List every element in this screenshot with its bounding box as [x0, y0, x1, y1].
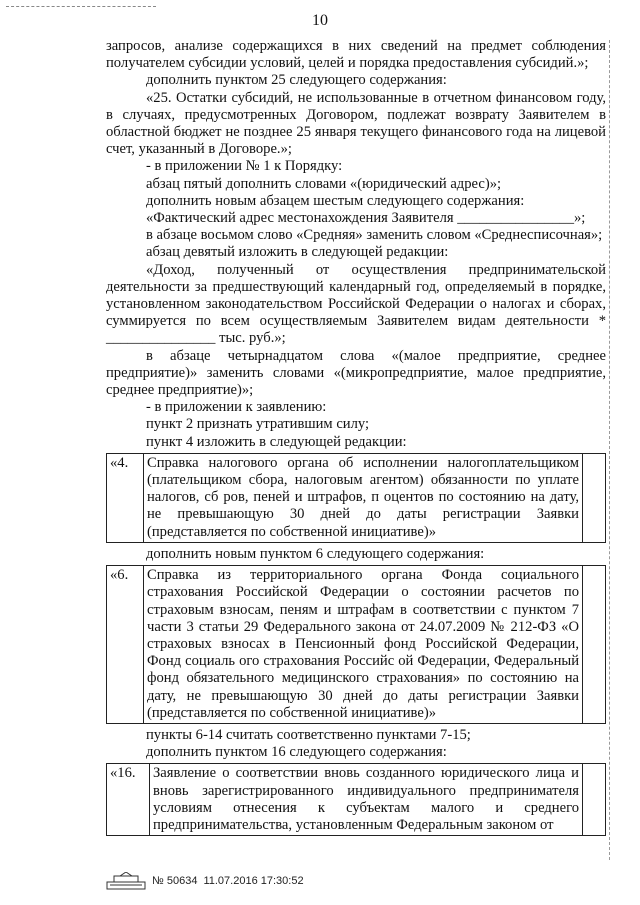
paragraph-actual-address: «Фактический адрес местонахождения Заявителя ________________»; — [146, 210, 586, 227]
paragraph-sixth-new: дополнить новым абзацем шестым следующего содержания: — [146, 192, 525, 209]
item-number: «6. — [107, 566, 144, 724]
table-row — [107, 453, 606, 542]
item-number: «4. — [107, 453, 144, 542]
paragraph-item-16-intro: дополнить пунктом 16 следующего содержания: — [146, 744, 447, 761]
paragraph-fourteenth: в абзаце четырнадцатом слова «(малое предприятие, среднее предприятие)» заменить словами «(микропредприятие, малое предприятие, среднее предприятие)»; — [106, 347, 606, 399]
paragraph-add-item-25: дополнить пунктом 25 следующего содержания: — [146, 72, 447, 89]
item-text: Заявление о соответствии вновь созданного юридического лица и вновь зарегистрированного индивидуального предпринимателя условиям отнесения к субъектам малого и среднего предпринимательства, установленным Федеральным законом от — [150, 764, 583, 836]
table-item-6 — [106, 565, 606, 724]
paragraph-subsidy-conditions: запросов, анализе содержащихся в них сведений на предмет соблюдения получателем субсидии условий, целей и порядка предоставления субсидий.»; — [106, 38, 606, 72]
table-item-16 — [106, 763, 606, 836]
emblem-stamp-icon — [106, 872, 146, 890]
paragraph-appendix-application: - в приложении к заявлению: — [146, 399, 327, 416]
table-item-4 — [106, 453, 606, 543]
paragraph-renumber: пункты 6-14 считать соответственно пунктами 7-15; — [146, 726, 471, 743]
empty-cell — [583, 566, 606, 724]
item-text: Справка налогового органа об исполнении налогоплательщиком (плательщиком сбора, налоговым агентом) обязанности по уплате налогов, сб ров, пеней и штрафов, п оцентов по состоянию на дату, не превышающую 30 дней до даты регистрации Заявки (представляется по собственной инициативе)» — [144, 453, 583, 542]
document-body — [106, 38, 606, 839]
paragraph-eighth-replace: в абзаце восьмом слово «Средняя» заменить словом «Среднесписочная»; — [146, 227, 603, 244]
paragraph-income: «Доход, полученный от осуществления предпринимательской деятельности за предшествующий календарный год, определяемый в порядке, установленном законодательством Российской Федерации о налогах и сборах, суммируется по всем осуществляемым Заявителем видам деятельности * _______________ тыс. руб.»; — [106, 261, 606, 347]
paragraph-item-6-intro: дополнить новым пунктом 6 следующего содержания: — [146, 545, 485, 562]
table-row — [107, 764, 606, 836]
item-number: «16. — [107, 764, 150, 836]
margin-rule — [609, 40, 610, 860]
paragraph-ninth-intro: абзац девятый изложить в следующей редакции: — [146, 244, 449, 261]
paragraph-item-4-intro: пункт 4 изложить в следующей редакции: — [146, 433, 407, 450]
paragraph-appendix-1: - в приложении № 1 к Порядку: — [146, 158, 343, 175]
footer-datetime: 11.07.2016 17:30:52 — [203, 875, 304, 887]
paragraph-item-2-void: пункт 2 признать утратившим силу; — [146, 416, 370, 433]
table-row — [107, 566, 606, 724]
footer — [106, 870, 304, 892]
footer-doc-number: № 50634 — [152, 875, 198, 887]
paragraph-item-25-text: «25. Остатки субсидий, не использованные в отчетном финансовом году, в случаях, предусмотренных Договором, подлежат возврату Заявителем в областной бюджет не позднее 25 января текущего финансового года на лицевой счет, указанный в Договоре.»; — [106, 89, 606, 158]
top-scan-marks — [6, 6, 156, 7]
empty-cell — [583, 764, 606, 836]
paragraph-fifth-addition: абзац пятый дополнить словами «(юридический адрес)»; — [146, 175, 502, 192]
empty-cell — [583, 453, 606, 542]
page-number: 10 — [312, 12, 328, 29]
item-text: Справка из территориального органа Фонда социального страхования Российской Федерации о состоянии расчетов по страховым взносам, пеням и штрафам в соответствии с пунктом 7 части 3 статьи 29 Федерального закона от 24.07.2009 № 212-ФЗ «О страховых взносах в Пенсионный фонд Российской Федерации, Фонд социаль ого страхования Российс ой Федерации, Федеральный фонд обязательного медицинского страхования» по состоянию на дату, не превышающую 30 дней до даты регистрации Заявки (представляется по собственной инициативе)» — [144, 566, 583, 724]
